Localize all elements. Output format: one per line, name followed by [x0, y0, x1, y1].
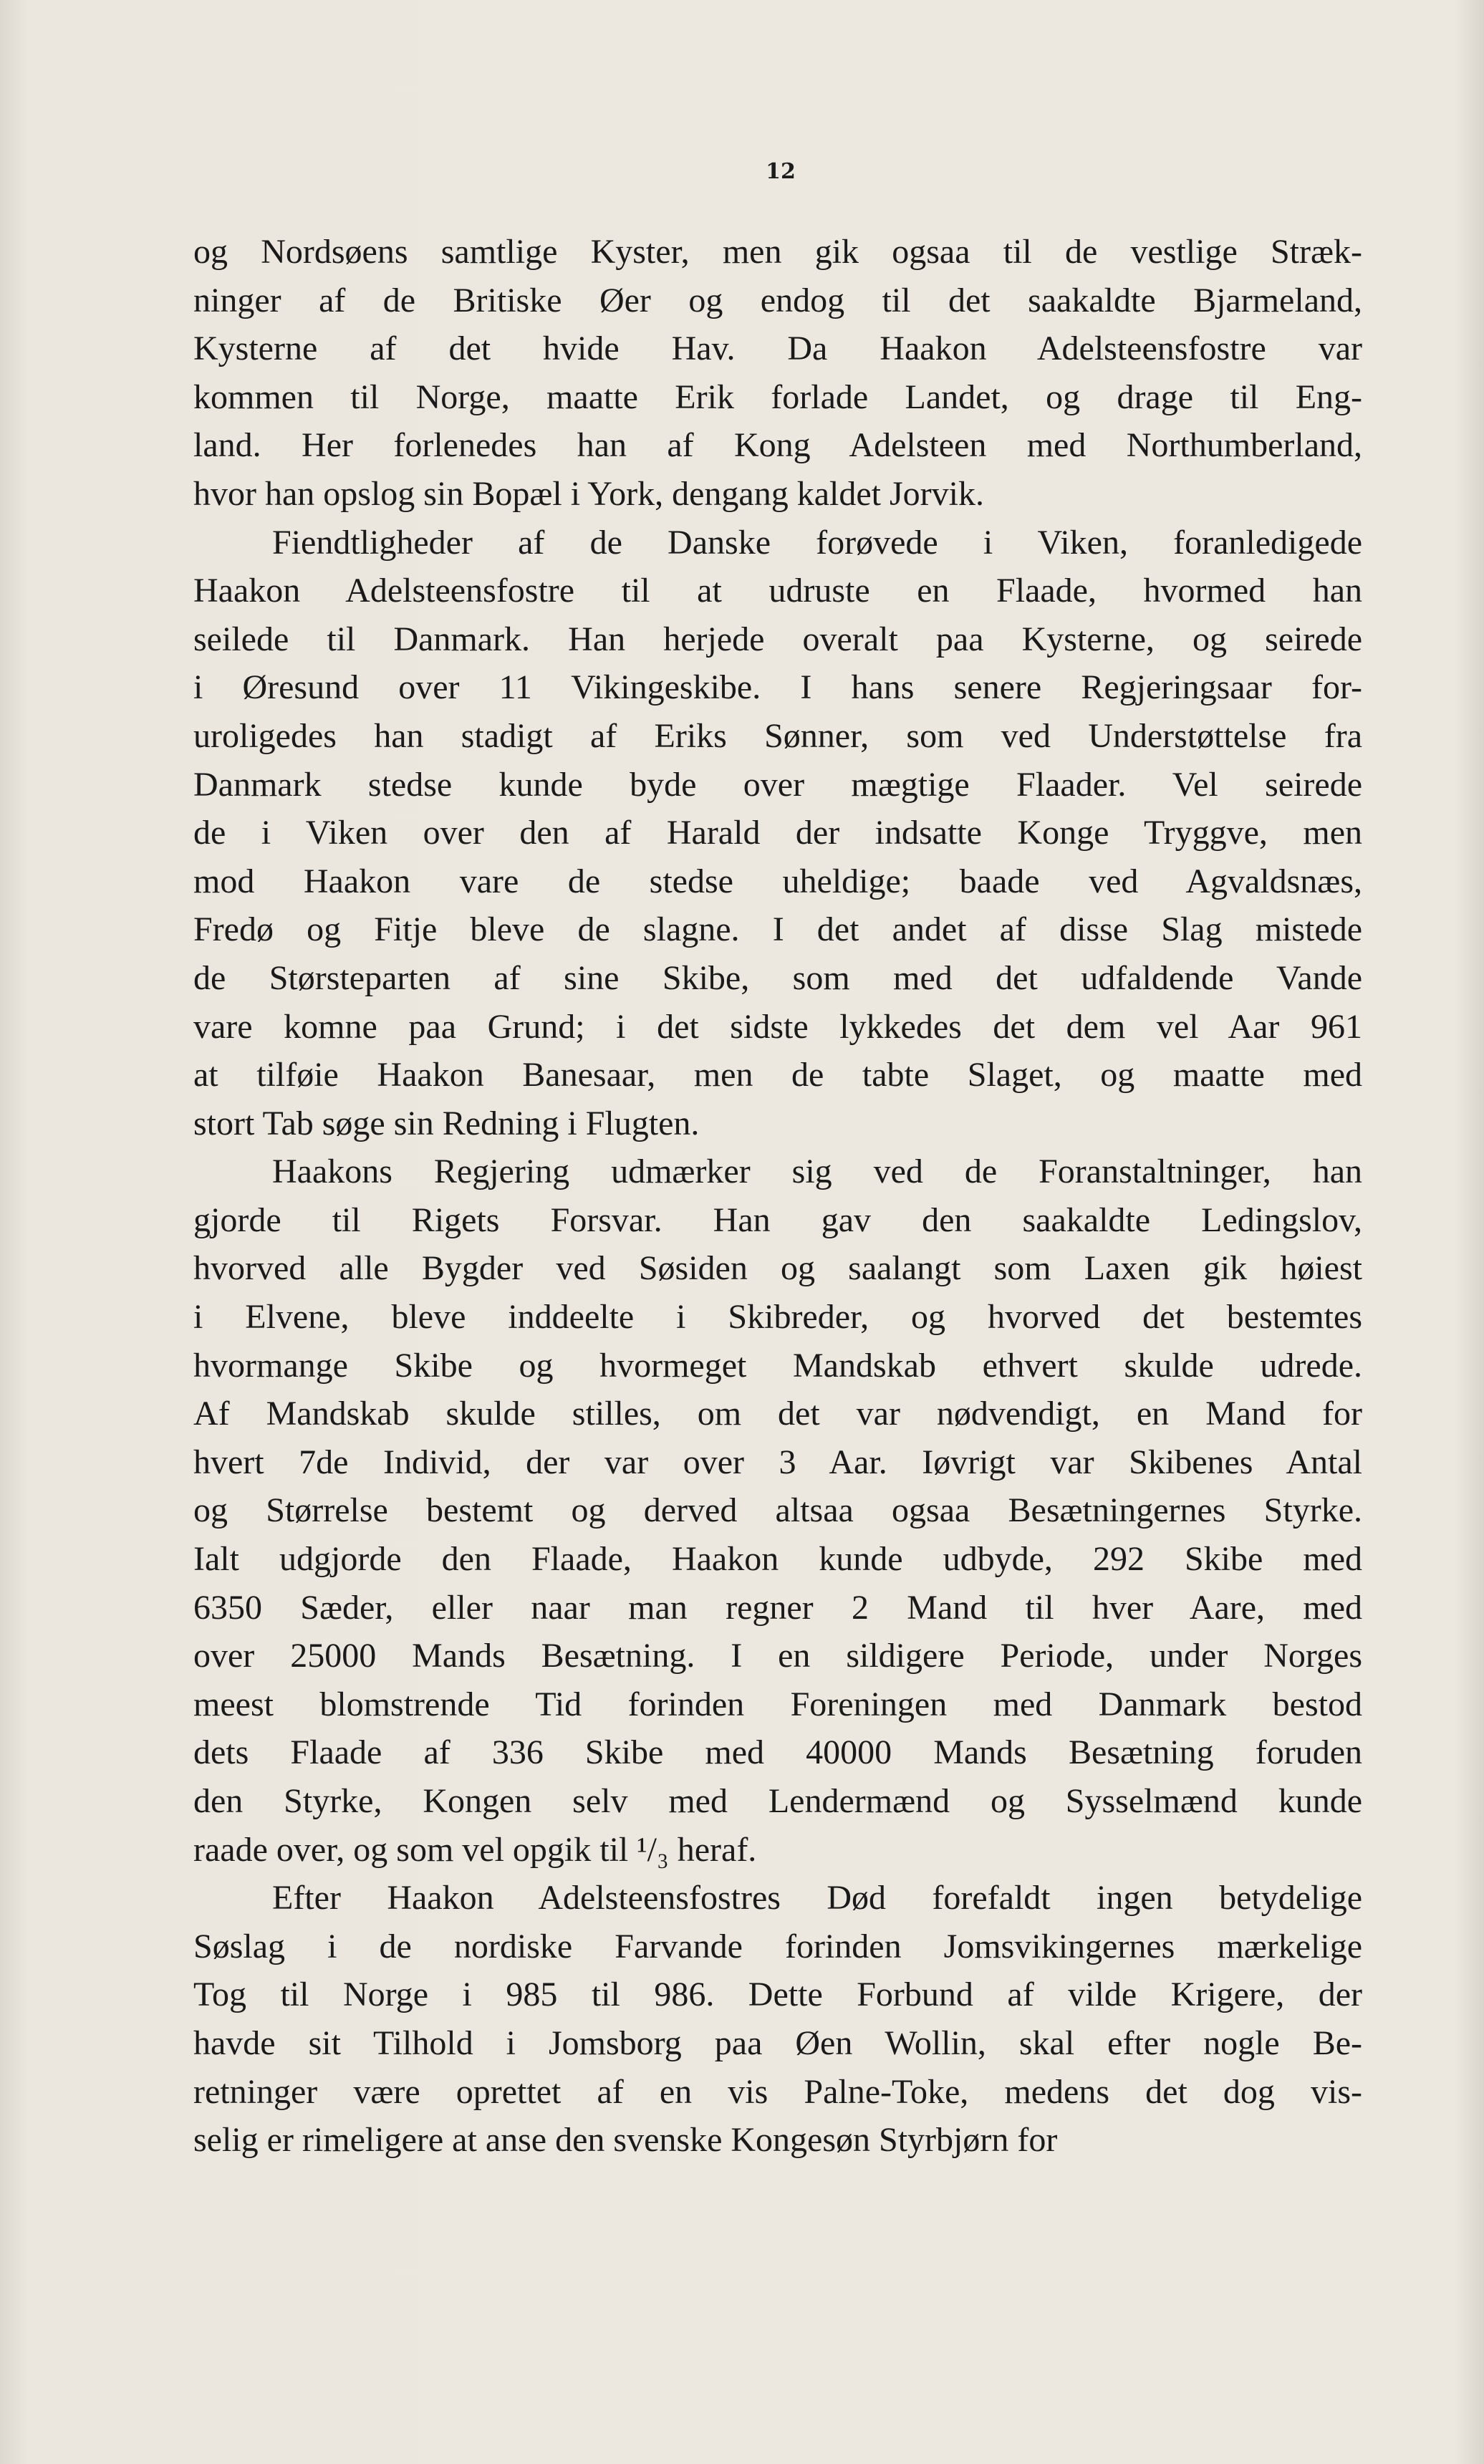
text-line: dets Flaade af 336 Skibe med 40000 Mands Besætning foruden	[193, 1733, 1362, 1772]
text-line: de Størsteparten af sine Skibe, som med det udfaldende Vande	[193, 958, 1362, 997]
text-line: i Øresund over 11 Vikingeskibe. I hans senere Regjeringsaar for-	[193, 668, 1362, 707]
text-line: stort Tab søge sin Redning i Flugten.	[193, 1104, 700, 1142]
text-line: Tog til Norge i 985 til 986. Dette Forbund af vilde Krigere, der	[193, 1975, 1362, 2014]
text-line: den Styrke, Kongen selv med Lendermænd og Sysselmænd kunde	[193, 1782, 1362, 1820]
paragraph	[193, 519, 1362, 1148]
text-line: Af Mandskab skulde stilles, om det var nødvendigt, en Mand for	[193, 1395, 1362, 1433]
text-line: hvert 7de Individ, der var over 3 Aar. Iøvrigt var Skibenes Antal	[193, 1443, 1362, 1481]
body-text	[193, 228, 1362, 2165]
text-line: seilede til Danmark. Han herjede overalt paa Kysterne, og seirede	[193, 620, 1362, 658]
text-line: Søslag i de nordiske Farvande forinden Jomsvikingernes mærkelige	[193, 1927, 1362, 1965]
text-line: hvorved alle Bygder ved Søsiden og saalangt som Laxen gik høiest	[193, 1249, 1362, 1288]
text-line: hvormange Skibe og hvormeget Mandskab ethvert skulde udrede.	[193, 1346, 1362, 1385]
text-line: i Elvene, bleve inddeelte i Skibreder, og hvorved det bestemtes	[193, 1298, 1362, 1337]
text-line: Haakon Adelsteensfostre til at udruste en Flaade, hvormed han	[193, 572, 1362, 610]
text-line: kommen til Norge, maatte Erik forlade Landet, og drage til Eng-	[193, 377, 1362, 416]
text-line: at tilføie Haakon Banesaar, men de tabte Slaget, og maatte med	[193, 1056, 1362, 1094]
text-line: raade over, og som vel opgik til ¹/₃ heraf.	[193, 1830, 757, 1869]
paragraph	[193, 1874, 1362, 2165]
text-line: Danmark stedse kunde byde over mægtige Flaader. Vel seirede	[193, 765, 1362, 804]
text-line: over 25000 Mands Besætning. I en sildigere Periode, under Norges	[193, 1637, 1362, 1675]
text-line: og Nordsøens samtlige Kyster, men gik ogsaa til de vestlige Stræk-	[193, 233, 1362, 271]
text-line: Haakons Regjering udmærker sig ved de Foranstaltninger, han	[272, 1152, 1362, 1191]
page-number: 12	[766, 159, 796, 184]
text-line: ninger af de Britiske Øer og endog til det saakaldte Bjarmeland,	[193, 281, 1362, 319]
text-line: Fredø og Fitje bleve de slagne. I det andet af disse Slag mistede	[193, 910, 1362, 949]
text-line: gjorde til Rigets Forsvar. Han gav den saakaldte Ledingslov,	[193, 1200, 1362, 1239]
text-line: meest blomstrende Tid forinden Foreningen med Danmark bestod	[193, 1685, 1362, 1723]
text-line: uroligedes han stadigt af Eriks Sønner, som ved Understøttelse fra	[193, 716, 1362, 755]
text-line: land. Her forlenedes han af Kong Adelsteen med Northumberland,	[193, 426, 1362, 465]
text-line: hvor han opslog sin Bopæl i York, dengang kaldet Jorvik.	[193, 474, 984, 513]
paragraph	[193, 228, 1362, 519]
text-line: Ialt udgjorde den Flaade, Haakon kunde udbyde, 292 Skibe med	[193, 1540, 1362, 1579]
text-line: vare komne paa Grund; i det sidste lykkedes det dem vel Aar 961	[193, 1007, 1362, 1046]
text-line: og Størrelse bestemt og derved altsaa ogsaa Besætningernes Styrke.	[193, 1491, 1362, 1530]
text-line: havde sit Tilhold i Jomsborg paa Øen Wollin, skal efter nogle Be-	[193, 2023, 1362, 2062]
text-line: 6350 Sæder, eller naar man regner 2 Mand til hver Aare, med	[193, 1588, 1362, 1627]
paragraph	[193, 1147, 1362, 1874]
text-line: de i Viken over den af Harald der indsatte Konge Tryggve, men	[193, 814, 1362, 852]
text-line: selig er rimeligere at anse den svenske Kongesøn Styrbjørn for	[193, 2121, 1058, 2160]
text-line: Fiendtligheder af de Danske forøvede i Viken, foranledigede	[272, 523, 1362, 562]
text-line: retninger være oprettet af en vis Palne-Toke, medens det dog vis-	[193, 2072, 1362, 2111]
text-line: mod Haakon vare de stedse uheldige; baade ved Agvaldsnæs,	[193, 862, 1362, 900]
text-line: Kysterne af det hvide Hav. Da Haakon Adelsteensfostre var	[193, 329, 1362, 368]
text-line: Efter Haakon Adelsteensfostres Død forefaldt ingen betydelige	[272, 1879, 1362, 1917]
